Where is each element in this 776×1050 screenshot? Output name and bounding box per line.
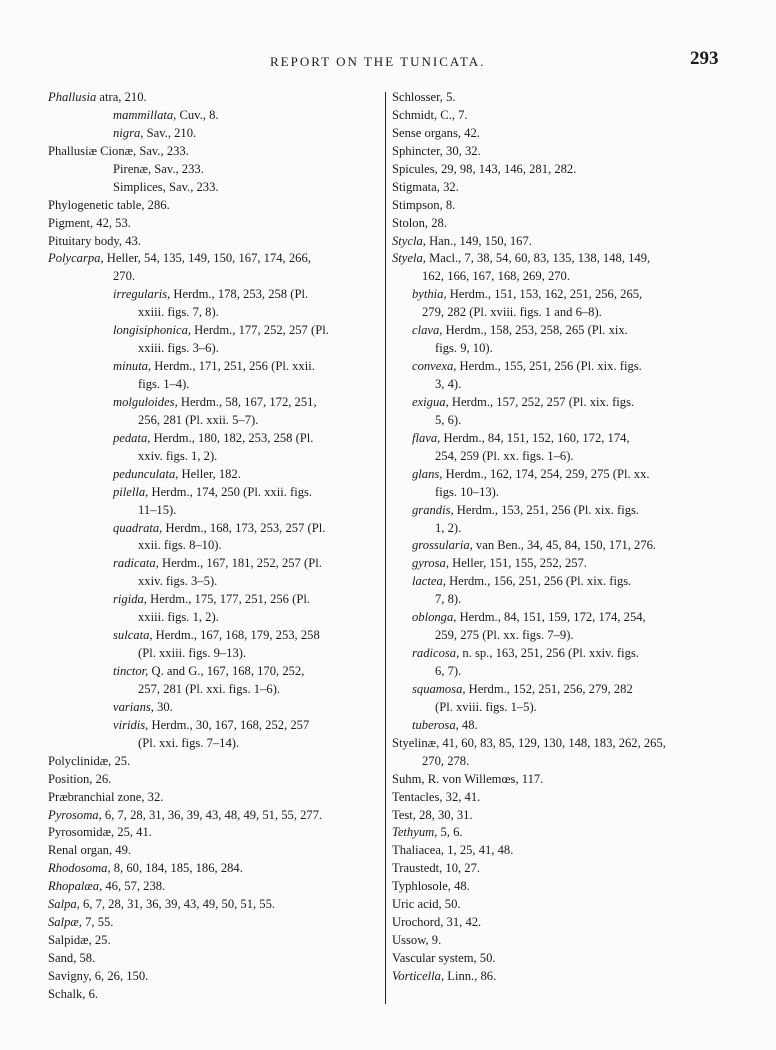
entry-term: pedata, [113, 430, 151, 445]
index-entry [392, 860, 732, 878]
index-entry [48, 968, 380, 986]
index-entry [48, 824, 380, 842]
entry-term: viridis, [113, 717, 149, 732]
index-entry [48, 358, 380, 376]
entry-term: minuta, [113, 359, 152, 374]
index-entry [48, 573, 380, 591]
entry-refs: 6, 7, 28, 31, 36, 39, 43, 49, 50, 51, 55. [79, 897, 276, 912]
entry-refs: 279, 282 (Pl. xviii. figs. 1 and 6–8). [422, 305, 602, 320]
index-entry [48, 878, 380, 896]
index-entry [392, 340, 732, 358]
entry-refs: Herdm., 175, 177, 251, 256 (Pl. [146, 592, 310, 607]
entry-refs: xxiv. figs. 1, 2). [138, 448, 218, 463]
entry-refs: Q. and G., 167, 168, 170, 252, [148, 664, 305, 678]
entry-term: oblonga, [412, 610, 457, 625]
index-entry [48, 520, 380, 538]
entry-refs: Typhlosole, 48. [392, 879, 470, 894]
entry-refs: Herdm., 156, 251, 256 (Pl. xix. figs. [445, 574, 632, 589]
entry-term: molguloides, [113, 394, 178, 409]
entry-refs: 1, 2). [435, 520, 462, 535]
index-entry [48, 484, 380, 502]
entry-refs: Herdm., 167, 181, 252, 257 (Pl. [158, 556, 322, 571]
index-entry [392, 681, 732, 699]
index-entry [48, 986, 380, 1004]
entry-refs: Herdm., 84, 151, 159, 172, 174, 254, [456, 610, 646, 625]
entry-refs: Sav., 210. [143, 125, 197, 140]
entry-refs: Schmidt, C., 7. [392, 107, 468, 122]
entry-refs: Phylogenetic table, 286. [48, 197, 170, 212]
index-entry [392, 233, 732, 251]
index-entry [48, 807, 380, 825]
index-entry [392, 143, 732, 161]
index-entry [392, 304, 732, 322]
page-header [0, 44, 776, 74]
index-entry [392, 89, 732, 107]
entry-refs: Herdm., 30, 167, 168, 252, 257 [148, 717, 310, 732]
index-entry [392, 627, 732, 645]
entry-refs: Herdm., 178, 253, 258 (Pl. [170, 287, 309, 302]
index-entry [48, 789, 380, 807]
index-entry [48, 663, 380, 681]
entry-refs: Phallusiæ Cionæ, Sav., 233. [48, 143, 189, 158]
entry-refs: Herdm., 180, 182, 253, 258 (Pl. [150, 430, 314, 445]
entry-term: varians, [113, 699, 154, 714]
index-entry [48, 376, 380, 394]
entry-refs: Heller, 54, 135, 149, 150, 167, 174, 266, [103, 251, 311, 266]
index-entry [48, 412, 380, 430]
entry-term: grandis, [412, 502, 454, 517]
index-entry [392, 430, 732, 448]
index-entry [392, 663, 732, 681]
index-column-right [392, 89, 732, 986]
entry-refs: 3, 4). [435, 377, 462, 391]
entry-refs: Sand, 58. [48, 951, 96, 965]
entry-refs: 259, 275 (Pl. xx. figs. 7–9). [435, 628, 574, 643]
index-entry [392, 842, 732, 860]
entry-refs: xxiv. figs. 3–5). [138, 574, 218, 589]
index-entry [48, 537, 380, 555]
entry-refs: Styelinæ, 41, 60, 83, 85, 129, 130, 148, 183, 262, 265, [392, 735, 666, 750]
index-entry [392, 502, 732, 520]
index-entry [392, 412, 732, 430]
index-entry [48, 286, 380, 304]
entry-refs: 256, 281 (Pl. xxii. 5–7). [138, 412, 259, 427]
entry-term: rigida, [113, 592, 147, 607]
entry-term: convexa, [412, 359, 457, 374]
entry-refs: Herdm., 167, 168, 179, 253, 258 [152, 628, 320, 643]
entry-refs: 30. [153, 699, 173, 714]
entry-term: radicosa, [412, 646, 460, 661]
entry-refs: 257, 281 (Pl. xxi. figs. 1–6). [138, 681, 281, 696]
entry-refs: Herdm., 162, 174, 254, 259, 275 (Pl. xx. [442, 466, 650, 481]
entry-refs: Macl., 7, 38, 54, 60, 83, 135, 138, 148, 149, [425, 251, 651, 266]
entry-refs: 46, 57, 238. [102, 879, 166, 894]
entry-term: bythia, [412, 287, 447, 302]
entry-term: Rhodosoma, [48, 861, 111, 876]
entry-term: nigra, [113, 125, 144, 140]
index-entry [48, 860, 380, 878]
entry-refs: 6, 7). [435, 664, 462, 678]
entry-term: radicata, [113, 556, 159, 571]
index-entry [48, 627, 380, 645]
entry-term: Polycarpa, [48, 251, 104, 266]
index-entry [48, 466, 380, 484]
index-entry [392, 358, 732, 376]
entry-term: clava, [412, 323, 443, 338]
entry-refs: Vascular system, 50. [392, 951, 496, 965]
entry-refs: figs. 1–4). [138, 377, 190, 391]
index-entry [48, 394, 380, 412]
entry-term: Tethyum, [392, 825, 438, 840]
entry-refs: Han., 149, 150, 167. [425, 233, 532, 248]
index-entry [48, 699, 380, 717]
entry-refs: 5, 6. [437, 825, 463, 840]
index-entry [392, 789, 732, 807]
entry-refs: n. sp., 163, 251, 256 (Pl. xxiv. figs. [459, 646, 639, 661]
index-entry [48, 555, 380, 573]
index-entry [392, 807, 732, 825]
index-entry [48, 448, 380, 466]
index-entry [392, 555, 732, 573]
entry-refs: Renal organ, 49. [48, 843, 132, 858]
index-entry [392, 932, 732, 950]
entry-term: irregularis, [113, 287, 171, 302]
index-entry [392, 179, 732, 197]
index-entry [48, 735, 380, 753]
index-entry [392, 824, 732, 842]
entry-refs: Cuv., 8. [176, 107, 219, 122]
entry-refs: atra, 210. [96, 90, 147, 104]
entry-refs: Schlosser, 5. [392, 90, 456, 104]
index-entry [48, 502, 380, 520]
index-entry [48, 107, 380, 125]
entry-term: squamosa, [412, 681, 466, 696]
entry-refs: Herdm., 152, 251, 256, 279, 282 [465, 681, 633, 696]
entry-refs: Stigmata, 32. [392, 179, 459, 194]
entry-refs: Stolon, 28. [392, 215, 447, 230]
index-entry [48, 89, 380, 107]
index-entry [48, 430, 380, 448]
entry-refs: Simplices, Sav., 233. [113, 179, 219, 194]
index-entry [392, 322, 732, 340]
entry-term: quadrata, [113, 520, 163, 535]
entry-refs: Herdm., 153, 251, 256 (Pl. xix. figs. [453, 502, 640, 517]
entry-refs: 11–15). [138, 502, 177, 517]
index-entry [392, 250, 732, 268]
entry-term: pilella, [113, 484, 149, 499]
entry-refs: 270, 278. [422, 753, 470, 768]
index-entry [392, 609, 732, 627]
entry-refs: Urochord, 31, 42. [392, 915, 482, 930]
index-entry [48, 233, 380, 251]
entry-term: pedunculata, [113, 466, 179, 481]
entry-refs: Herdm., 151, 153, 162, 251, 256, 265, [446, 287, 643, 302]
index-column-left [48, 89, 380, 1004]
index-entry [392, 197, 732, 215]
entry-refs: Sphincter, 30, 32. [392, 143, 481, 158]
entry-refs: Polyclinidæ, 25. [48, 753, 131, 768]
index-entry [48, 842, 380, 860]
index-entry [392, 735, 732, 753]
entry-refs: Herdm., 171, 251, 256 (Pl. xxii. [151, 359, 315, 374]
index-entry [392, 699, 732, 717]
entry-term: sulcata, [113, 628, 153, 643]
entry-refs: xxiii. figs. 1, 2). [138, 610, 219, 625]
entry-refs: Herdm., 158, 253, 258, 265 (Pl. xix. [442, 323, 628, 338]
entry-refs: 7, 8). [435, 592, 462, 607]
entry-term: tinctor, [113, 664, 149, 678]
entry-term: Styela, [392, 251, 426, 266]
index-entry [392, 286, 732, 304]
running-title: REPORT ON THE TUNICATA. [270, 54, 486, 69]
entry-refs: Pyrosomidæ, 25, 41. [48, 825, 152, 840]
entry-refs: figs. 10–13). [435, 484, 500, 499]
column-divider [385, 92, 386, 1004]
index-entry [392, 268, 732, 286]
entry-term: glans, [412, 466, 443, 481]
index-entry [48, 304, 380, 322]
index-entry [392, 771, 732, 789]
entry-term: flava, [412, 430, 441, 445]
entry-term: Pyrosoma, [48, 807, 102, 822]
index-entry [48, 179, 380, 197]
entry-refs: Position, 26. [48, 771, 112, 786]
entry-refs: Præbranchial zone, 32. [48, 789, 164, 804]
index-entry [48, 896, 380, 914]
entry-refs: 270. [113, 269, 136, 284]
entry-term: Rhopalæa, [48, 879, 103, 894]
entry-refs: figs. 9, 10). [435, 341, 493, 356]
index-entry [48, 215, 380, 233]
entry-refs: (Pl. xxiii. figs. 9–13). [138, 646, 247, 661]
index-entry [48, 197, 380, 215]
entry-term: grossularia, [412, 538, 473, 553]
entry-term: lactea, [412, 574, 446, 589]
index-entry [48, 322, 380, 340]
entry-refs: Pirenæ, Sav., 233. [113, 161, 204, 176]
index-entry [48, 645, 380, 663]
entry-refs: Herdm., 177, 252, 257 (Pl. [191, 323, 329, 338]
entry-term: exigua, [412, 394, 449, 409]
entry-refs: (Pl. xviii. figs. 1–5). [435, 699, 537, 714]
entry-refs: Schalk, 6. [48, 986, 99, 1001]
entry-term: mammillata, [113, 107, 177, 122]
entry-refs: Test, 28, 30, 31. [392, 807, 473, 822]
entry-refs: Suhm, R. von Willemœs, 117. [392, 771, 544, 786]
index-entry [48, 681, 380, 699]
page-number: 293 [690, 48, 719, 69]
entry-refs: 6, 7, 28, 31, 36, 39, 43, 48, 49, 51, 55, 277. [101, 807, 323, 822]
entry-refs: xxii. figs. 8–10). [138, 538, 222, 553]
index-entry [392, 717, 732, 735]
entry-refs: Ussow, 9. [392, 933, 442, 948]
index-entry [392, 645, 732, 663]
entry-refs: Heller, 182. [178, 466, 241, 481]
index-entry [48, 268, 380, 286]
index-entry [48, 717, 380, 735]
entry-refs: 8, 60, 184, 185, 186, 284. [110, 861, 243, 876]
index-entry [392, 484, 732, 502]
entry-refs: Traustedt, 10, 27. [392, 861, 481, 876]
index-entry [392, 753, 732, 771]
entry-refs: Uric acid, 50. [392, 897, 461, 912]
entry-refs: 48. [458, 717, 478, 732]
entry-term: longisiphonica, [113, 323, 192, 338]
index-entry [392, 394, 732, 412]
index-entry [48, 340, 380, 358]
entry-refs: Pigment, 42, 53. [48, 215, 131, 230]
entry-refs: Herdm., 58, 167, 172, 251, [177, 394, 317, 409]
entry-term: tuberosa, [412, 717, 459, 732]
index-entry [392, 520, 732, 538]
index-entry [392, 573, 732, 591]
index-entry [392, 215, 732, 233]
entry-refs: Herdm., 157, 252, 257 (Pl. xix. figs. [448, 394, 635, 409]
index-entry [392, 896, 732, 914]
index-entry [48, 609, 380, 627]
index-entry [392, 107, 732, 125]
entry-term: Vorticella, [392, 968, 445, 983]
index-entry [392, 914, 732, 932]
index-entry [48, 950, 380, 968]
index-entry [392, 448, 732, 466]
entry-refs: Stimpson, 8. [392, 197, 456, 212]
index-entry [392, 878, 732, 896]
entry-refs: Herdm., 174, 250 (Pl. xxii. figs. [148, 484, 313, 499]
entry-refs: Linn., 86. [444, 968, 497, 983]
entry-refs: Heller, 151, 155, 252, 257. [448, 556, 587, 571]
entry-term: Stycla, [392, 233, 426, 248]
entry-term: Phallusia [48, 90, 97, 104]
index-entry [392, 125, 732, 143]
entry-refs: 162, 166, 167, 168, 269, 270. [422, 269, 570, 284]
entry-term: gyrosa, [412, 556, 449, 571]
index-entry [48, 932, 380, 950]
index-entry [392, 950, 732, 968]
index-entry [392, 376, 732, 394]
entry-refs: Herdm., 155, 251, 256 (Pl. xix. figs. [456, 359, 642, 374]
index-entry [392, 591, 732, 609]
entry-refs: van Ben., 34, 45, 84, 150, 171, 276. [472, 538, 657, 553]
entry-refs: Herdm., 168, 173, 253, 257 (Pl. [162, 520, 326, 535]
index-entry [48, 753, 380, 771]
index-entry [392, 968, 732, 986]
entry-refs: xxiii. figs. 7, 8). [138, 305, 219, 320]
index-entry [48, 771, 380, 789]
entry-term: Salpæ, [48, 915, 82, 930]
index-entry [392, 466, 732, 484]
entry-refs: 5, 6). [435, 412, 462, 427]
index-entry [48, 143, 380, 161]
index-entry [48, 591, 380, 609]
entry-refs: Savigny, 6, 26, 150. [48, 968, 149, 983]
entry-refs: Salpidæ, 25. [48, 933, 111, 948]
index-entry [48, 914, 380, 932]
index-entry [392, 537, 732, 555]
entry-refs: Sense organs, 42. [392, 125, 480, 140]
entry-refs: Pituitary body, 43. [48, 233, 141, 248]
entry-refs: (Pl. xxi. figs. 7–14). [138, 735, 240, 750]
entry-refs: xxiii. figs. 3–6). [138, 341, 219, 356]
index-entry [392, 161, 732, 179]
index-entry [48, 125, 380, 143]
entry-refs: Spicules, 29, 98, 143, 146, 281, 282. [392, 161, 577, 176]
entry-refs: Thaliacea, 1, 25, 41, 48. [392, 843, 514, 858]
entry-refs: 7, 55. [81, 915, 114, 930]
entry-refs: Herdm., 84, 151, 152, 160, 172, 174, [440, 430, 630, 445]
entry-term: Salpa, [48, 897, 80, 912]
index-entry [48, 250, 380, 268]
entry-refs: Tentacles, 32, 41. [392, 789, 481, 804]
index-entry [48, 161, 380, 179]
entry-refs: 254, 259 (Pl. xx. figs. 1–6). [435, 448, 574, 463]
